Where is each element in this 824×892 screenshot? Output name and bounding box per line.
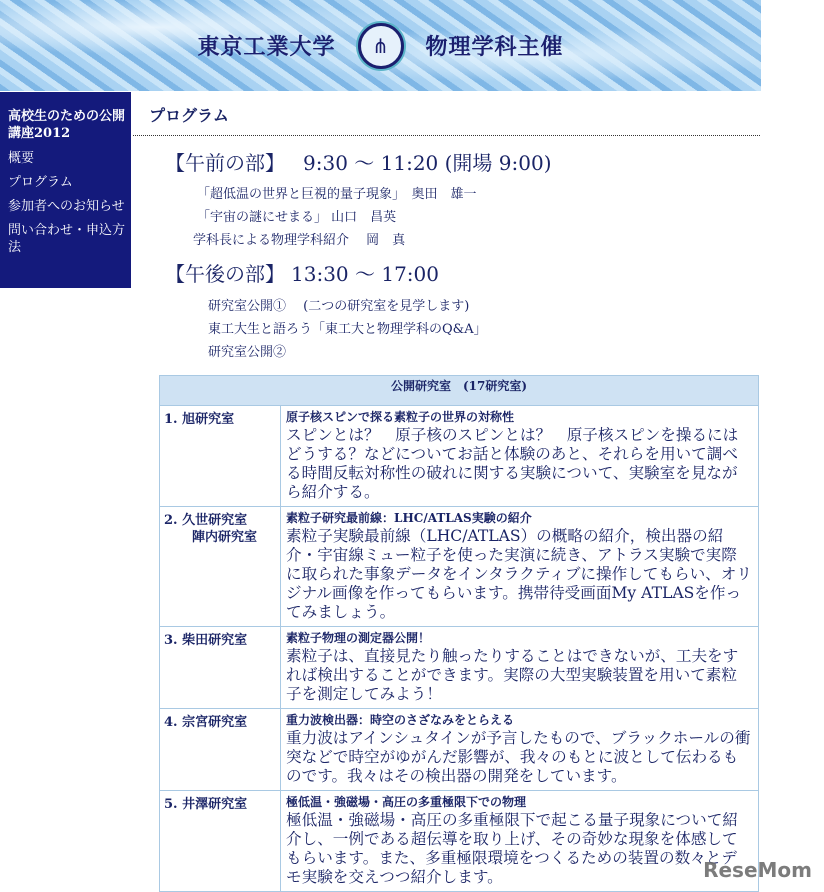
labs-table	[159, 375, 759, 892]
afternoon-item: 研究室公開②	[208, 345, 287, 360]
lab-name-cell	[160, 709, 281, 791]
organizer-label: 物理学科主催	[425, 35, 564, 60]
lab-name-cell	[160, 627, 281, 709]
lab-topic-title: 原子核スピンで探る素粒子の世界の対称性	[286, 410, 515, 424]
lab-name: 2. 久世研究室	[164, 513, 248, 528]
divider	[133, 135, 760, 136]
lab-topic-title: 素粒子物理の測定器公開！	[286, 631, 431, 645]
morning-time: 9:30 〜 11:20 (開場 9:00)	[303, 151, 552, 175]
lab-name-cell	[160, 406, 281, 507]
page-title: プログラム	[149, 106, 229, 125]
lab-name-cell	[160, 507, 281, 627]
lab-description-cell	[281, 709, 759, 791]
lab-topic-title: 重力波検出器：時空のさざなみをとらえる	[286, 713, 515, 727]
table-row	[160, 791, 759, 892]
afternoon-item: 東工大生と語ろう「東工大と物理学科のQ&A」	[208, 322, 487, 337]
lab-description: 素粒子は、直接見たり触ったりすることはできないが、工夫をすれば検出することができます。実際の大型実験装置を用いて素粒子を測定してみよう！	[286, 647, 739, 703]
lab-topic-title: 極低温・強磁場・高圧の多重極限下での物理	[286, 795, 527, 809]
afternoon-item: 研究室公開① (二つの研究室を見学します)	[208, 299, 470, 314]
table-row	[160, 709, 759, 791]
lab-topic-title: 素粒子研究最前線：LHC/ATLAS実験の紹介	[286, 511, 532, 525]
lab-description: 重力波はアインシュタインが予言したもので、ブラックホールの衝突などで時空がゆがんだ影響が、我々のもとに波として伝わるものです。我々はその検出器の開発をしています。	[286, 729, 751, 785]
morning-label: 【午前の部】	[165, 151, 285, 175]
lab-name: 4. 宗宮研究室	[164, 715, 248, 730]
sidebar-item-overview[interactable]: 概要	[8, 151, 35, 166]
sidebar-item-notice[interactable]: 参加者へのお知らせ	[8, 199, 125, 214]
lab-name-secondary: 陣内研究室	[192, 530, 258, 545]
lab-description-cell	[281, 627, 759, 709]
header-banner	[0, 0, 761, 91]
table-row	[160, 406, 759, 507]
lab-description: 素粒子実験最前線（LHC/ATLAS）の概略の紹介，検出器の紹介・宇宙線ミュー粒子を使った実演に続き、アトラス実験で実際に取られた事象データをインタラクティブに操作してもらい、オリジナル画像を作ってもらいます。携帯待受画面My ATLASを作ってみましょう。	[286, 527, 752, 621]
sidebar-item-contact[interactable]: 問い合わせ・申込方法	[8, 223, 126, 255]
labs-table-header: 公開研究室 (17研究室)	[160, 376, 759, 406]
sidebar	[0, 92, 131, 288]
sidebar-item-program[interactable]: プログラム	[8, 175, 73, 190]
lab-name-cell	[160, 791, 281, 892]
lab-name: 5. 井澤研究室	[164, 797, 248, 812]
lab-description-cell	[281, 507, 759, 627]
lab-description-cell	[281, 406, 759, 507]
resemom-watermark-logo: ReseMom	[703, 858, 812, 882]
site-title[interactable]: 高校生のための公開講座2012	[8, 109, 126, 141]
afternoon-time: 13:30 〜 17:00	[291, 262, 439, 286]
morning-item: 「宇宙の謎にせまる」 山口 昌英	[197, 210, 397, 225]
lab-description: スピンとは？ 原子核のスピンとは？ 原子核スピンを操るにはどうする？などについてお話と体験のあと、それらを用いて調べる時間反転対称性の破れに関する実験について、実験室を見ながら紹介する。	[286, 426, 739, 501]
afternoon-heading	[165, 258, 439, 287]
table-row	[160, 627, 759, 709]
morning-item: 「超低温の世界と巨視的量子現象」 奥田 雄一	[197, 187, 477, 202]
lab-description: 極低温・強磁場・高圧の多重極限下で起こる量子現象について紹介し、一例である超伝導を取り上げ、その奇妙な現象を体感してもらいます。また、多重極限環境をつくるための装置の数々とデモ実験を交えつつ紹介します。	[286, 811, 738, 886]
university-name: 東京工業大学	[197, 35, 336, 60]
morning-item: 学科長による物理学科紹介 岡 真	[193, 233, 406, 248]
lab-name: 1. 旭研究室	[164, 412, 235, 427]
morning-heading	[165, 147, 552, 176]
lab-name: 3. 柴田研究室	[164, 633, 248, 648]
lab-description-cell	[281, 791, 759, 892]
table-row	[160, 507, 759, 627]
university-logo-icon: ⋔	[358, 23, 404, 69]
afternoon-label: 【午後の部】	[165, 262, 285, 286]
